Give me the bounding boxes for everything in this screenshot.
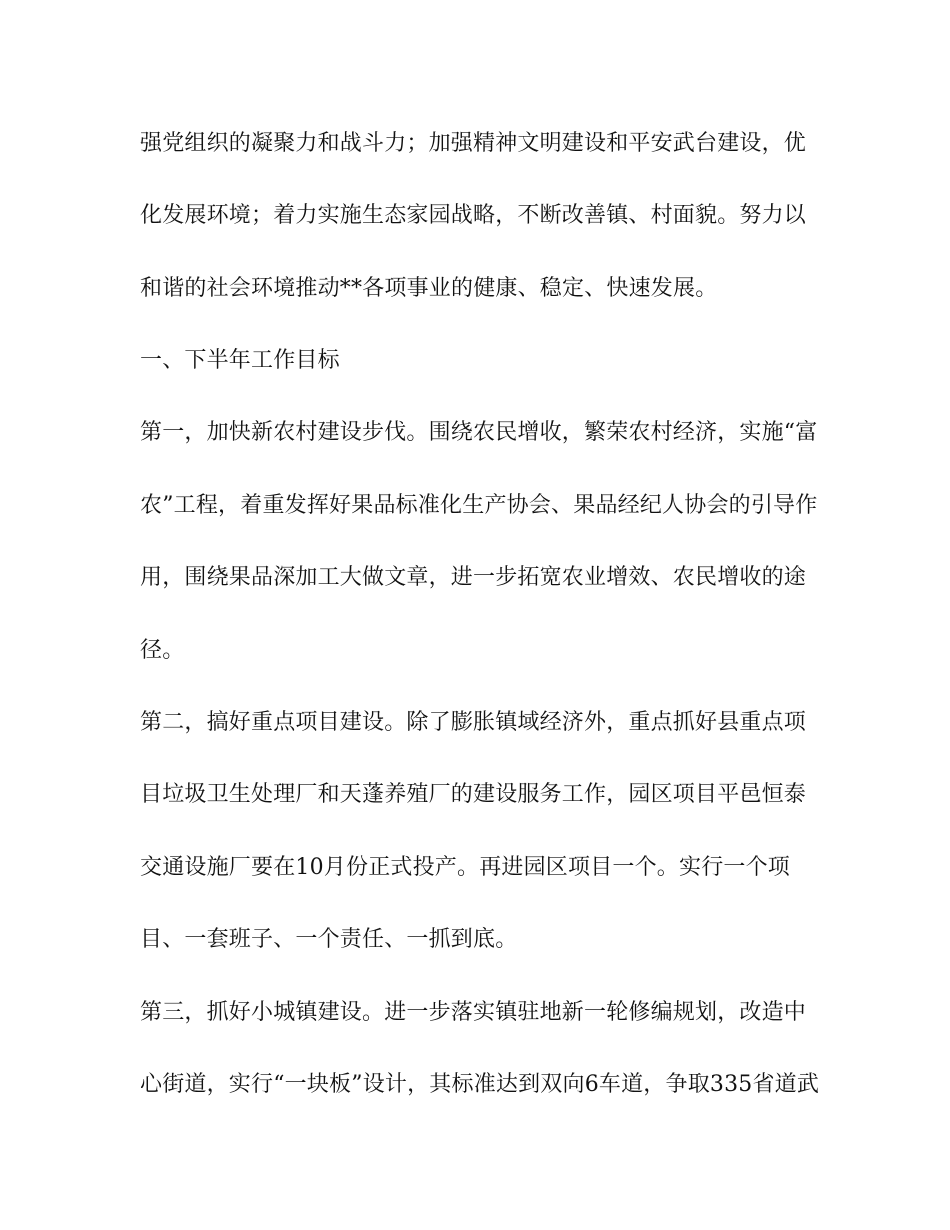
section-heading: 一、下半年工作目标 [140,348,340,373]
text-line-8: 径。 [140,638,185,663]
text-line-6: 农”工程，着重发挥好果品标准化生产协会、果品经纪人协会的引导作 [140,493,818,518]
text-line-9: 第二，搞好重点项目建设。除了膨胀镇域经济外，重点抓好县重点项 [140,710,807,735]
text-line-12: 目、一套班子、一个责任、一抓到底。 [140,927,518,952]
text-line-3: 和谐的社会环境推动**各项事业的健康、稳定、快速发展。 [140,276,718,301]
text-line-10: 目垃圾卫生处理厂和天蓬养殖厂的建设服务工作，园区项目平邑恒泰 [140,782,807,807]
text-line-11: 交通设施厂要在10月份正式投产。再进园区项目一个。实行一个项 [140,855,790,880]
text-line-2: 化发展环境；着力实施生态家园战略，不断改善镇、村面貌。努力以 [140,203,807,228]
text-line-1: 强党组织的凝聚力和战斗力；加强精神文明建设和平安武台建设，优 [140,131,807,156]
text-line-7: 用，围绕果品深加工大做文章，进一步拓宽农业增效、农民增收的途 [140,565,807,590]
text-line-13: 第三，抓好小城镇建设。进一步落实镇驻地新一轮修编规划，改造中 [140,1000,807,1025]
text-line-5: 第一，加快新农村建设步伐。围绕农民增收，繁荣农村经济，实施“富 [140,420,818,445]
text-line-14: 心街道，实行“一块板”设计，其标准达到双向6车道，争取335省道武 [140,1072,820,1097]
